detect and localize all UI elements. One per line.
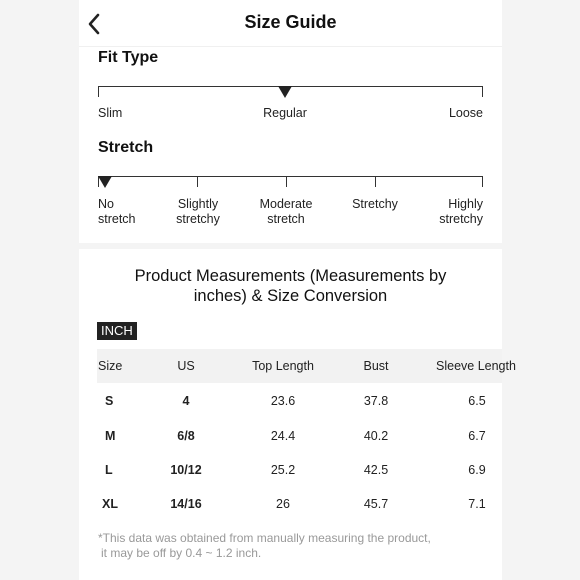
fit-type-marker-icon xyxy=(278,86,292,98)
unit-badge[interactable]: INCH xyxy=(97,322,137,340)
column-header-bust: Bust xyxy=(363,359,389,373)
cell-size: S xyxy=(105,394,114,408)
measurements-title: Product Measurements (Measurements by inches) & Size Conversion xyxy=(134,267,447,305)
stretch-label-highly-stretchy: Highly stretchy xyxy=(439,197,483,226)
cell-us: 6/8 xyxy=(177,429,195,443)
fit-type-label-slim: Slim xyxy=(98,106,123,120)
cell-sleeve-length: 6.9 xyxy=(468,463,486,477)
measurement-note: *This data was obtained from manually measuring the product, it may be off by 0.4 ~ 1.2 inch. xyxy=(98,531,431,560)
stretch-label-no-stretch: No stretch xyxy=(98,197,136,226)
cell-us: 4 xyxy=(182,394,190,408)
stretch-label-stretchy: Stretchy xyxy=(352,197,398,211)
cell-us: 14/16 xyxy=(170,497,202,511)
cell-top-length: 24.4 xyxy=(270,429,296,443)
column-header-size: Size xyxy=(98,359,123,373)
column-header-top-length: Top Length xyxy=(252,359,314,373)
cell-size: L xyxy=(105,463,113,477)
column-header-sleeve-length: Sleeve Length xyxy=(436,359,516,373)
cell-top-length: 23.6 xyxy=(270,394,296,408)
fit-type-label-loose: Loose xyxy=(448,106,483,120)
stretch-marker-icon xyxy=(98,176,112,188)
cell-bust: 45.7 xyxy=(363,497,389,511)
column-header-us: US xyxy=(177,359,195,373)
cell-size: M xyxy=(105,429,116,443)
size-table xyxy=(97,349,516,521)
cell-bust: 37.8 xyxy=(363,394,389,408)
cell-sleeve-length: 7.1 xyxy=(468,497,486,511)
cell-size: XL xyxy=(102,497,118,511)
fit-type-heading: Fit Type xyxy=(98,49,159,66)
cell-bust: 40.2 xyxy=(363,429,389,443)
stretch-heading: Stretch xyxy=(98,139,154,156)
cell-sleeve-length: 6.7 xyxy=(468,429,486,443)
fit-type-label-regular: Regular xyxy=(263,106,307,120)
cell-top-length: 25.2 xyxy=(270,463,296,477)
cell-sleeve-length: 6.5 xyxy=(468,394,486,408)
page-title: Size Guide xyxy=(244,12,337,32)
stretch-label-moderate-stretch: Moderate stretch xyxy=(259,197,313,226)
header-divider xyxy=(79,46,502,47)
cell-top-length: 26 xyxy=(276,497,290,511)
stretch-label-slightly-stretchy: Slightly stretchy xyxy=(176,197,220,226)
cell-us: 10/12 xyxy=(170,463,202,477)
cell-bust: 42.5 xyxy=(363,463,389,477)
